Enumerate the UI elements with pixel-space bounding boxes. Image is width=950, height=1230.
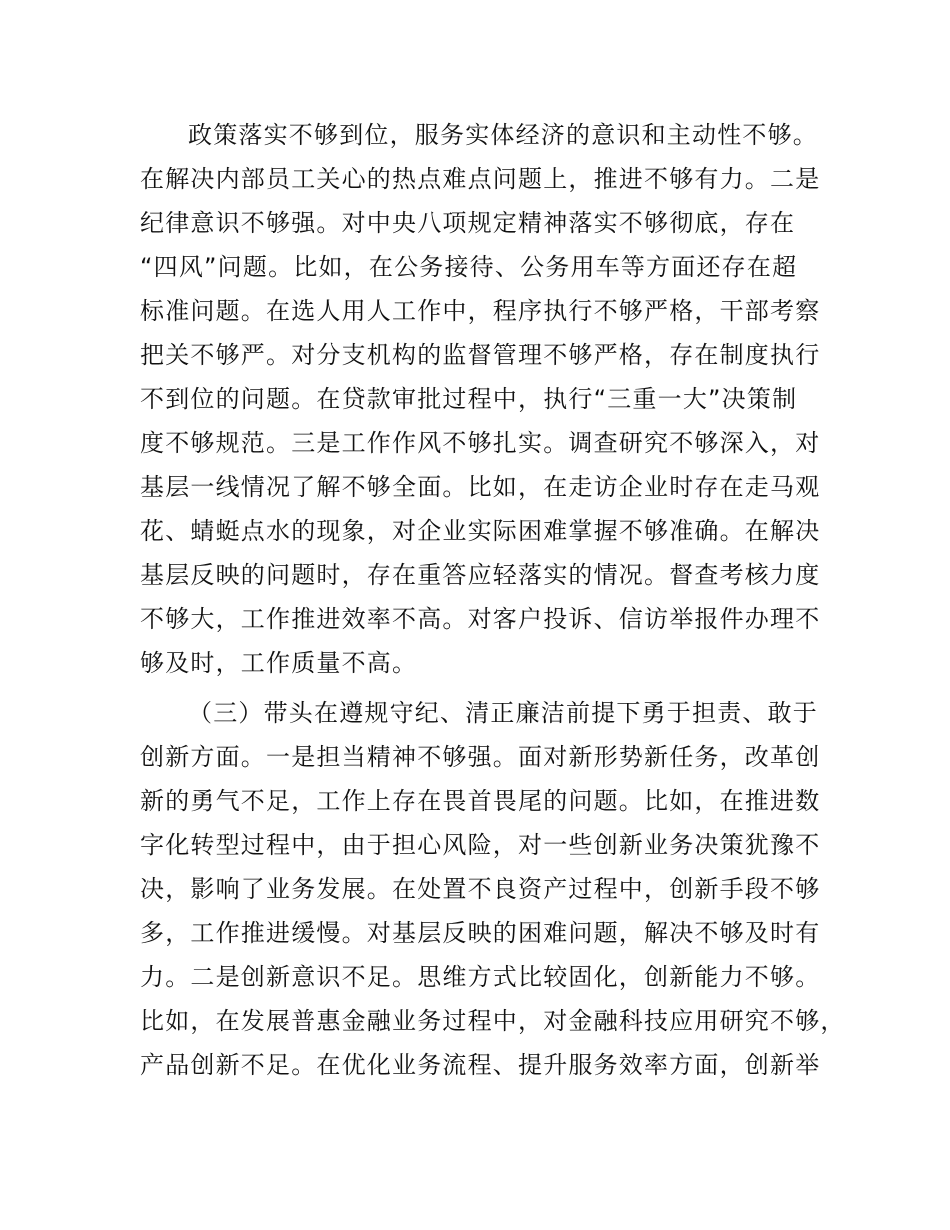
paragraph-2-line-1: （三）带头在遵规守纪、清正廉洁前提下勇于担责、敢于 [188,699,818,727]
paragraph-2-line-6: 多，工作推进缓慢。对基层反映的困难问题，解决不够及时有 [140,919,821,947]
paragraph-1-line-4: “四风”问题。比如，在公务接待、公务用车等方面还存在超 [140,253,798,281]
paragraph-1-line-10: 花、蜻蜓点水的现象，对企业实际困难掌握不够准确。在解决 [140,517,821,545]
paragraph-2-line-5: 决，影响了业务发展。在处置不良资产过程中，创新手段不够 [140,875,821,903]
paragraph-1-line-7: 不到位的问题。在贷款审批过程中，执行“三重一大”决策制 [140,385,798,413]
paragraph-2-line-7: 力。二是创新意识不足。思维方式比较固化，创新能力不够。 [140,963,821,991]
paragraph-1-line-8: 度不够规范。三是工作作风不够扎实。调查研究不够深入，对 [140,429,821,457]
paragraph-2-line-4: 字化转型过程中，由于担心风险，对一些创新业务决策犹豫不 [140,831,821,859]
paragraph-1-line-6: 把关不够严。对分支机构的监督管理不够严格，存在制度执行 [140,341,821,369]
paragraph-1-line-11: 基层反映的问题时，存在重答应轻落实的情况。督查考核力度 [140,561,821,589]
paragraph-1-line-5: 标准问题。在选人用人工作中，程序执行不够严格，干部考察 [140,297,821,325]
paragraph-1-line-3: 纪律意识不够强。对中央八项规定精神落实不够彻底，存在 [140,209,796,237]
paragraph-1-line-9: 基层一线情况了解不够全面。比如，在走访企业时存在走马观 [140,473,821,501]
paragraph-2-line-9: 产品创新不足。在优化业务流程、提升服务效率方面，创新举 [140,1051,821,1079]
paragraph-1-line-12: 不够大，工作推进效率不高。对客户投诉、信访举报件办理不 [140,605,821,633]
paragraph-1-line-13: 够及时，工作质量不高。 [140,649,418,677]
paragraph-2-line-2: 创新方面。一是担当精神不够强。面对新形势新任务，改革创 [140,743,821,771]
paragraph-1-line-2: 在解决内部员工关心的热点难点问题上，推进不够有力。二是 [140,165,821,193]
paragraph-1-line-1: 政策落实不够到位，服务实体经济的意识和主动性不够。 [188,121,818,149]
paragraph-2-line-8: 比如，在发展普惠金融业务过程中，对金融科技应用研究不够， [140,1007,846,1035]
paragraph-2-line-3: 新的勇气不足，工作上存在畏首畏尾的问题。比如，在推进数 [140,787,821,815]
